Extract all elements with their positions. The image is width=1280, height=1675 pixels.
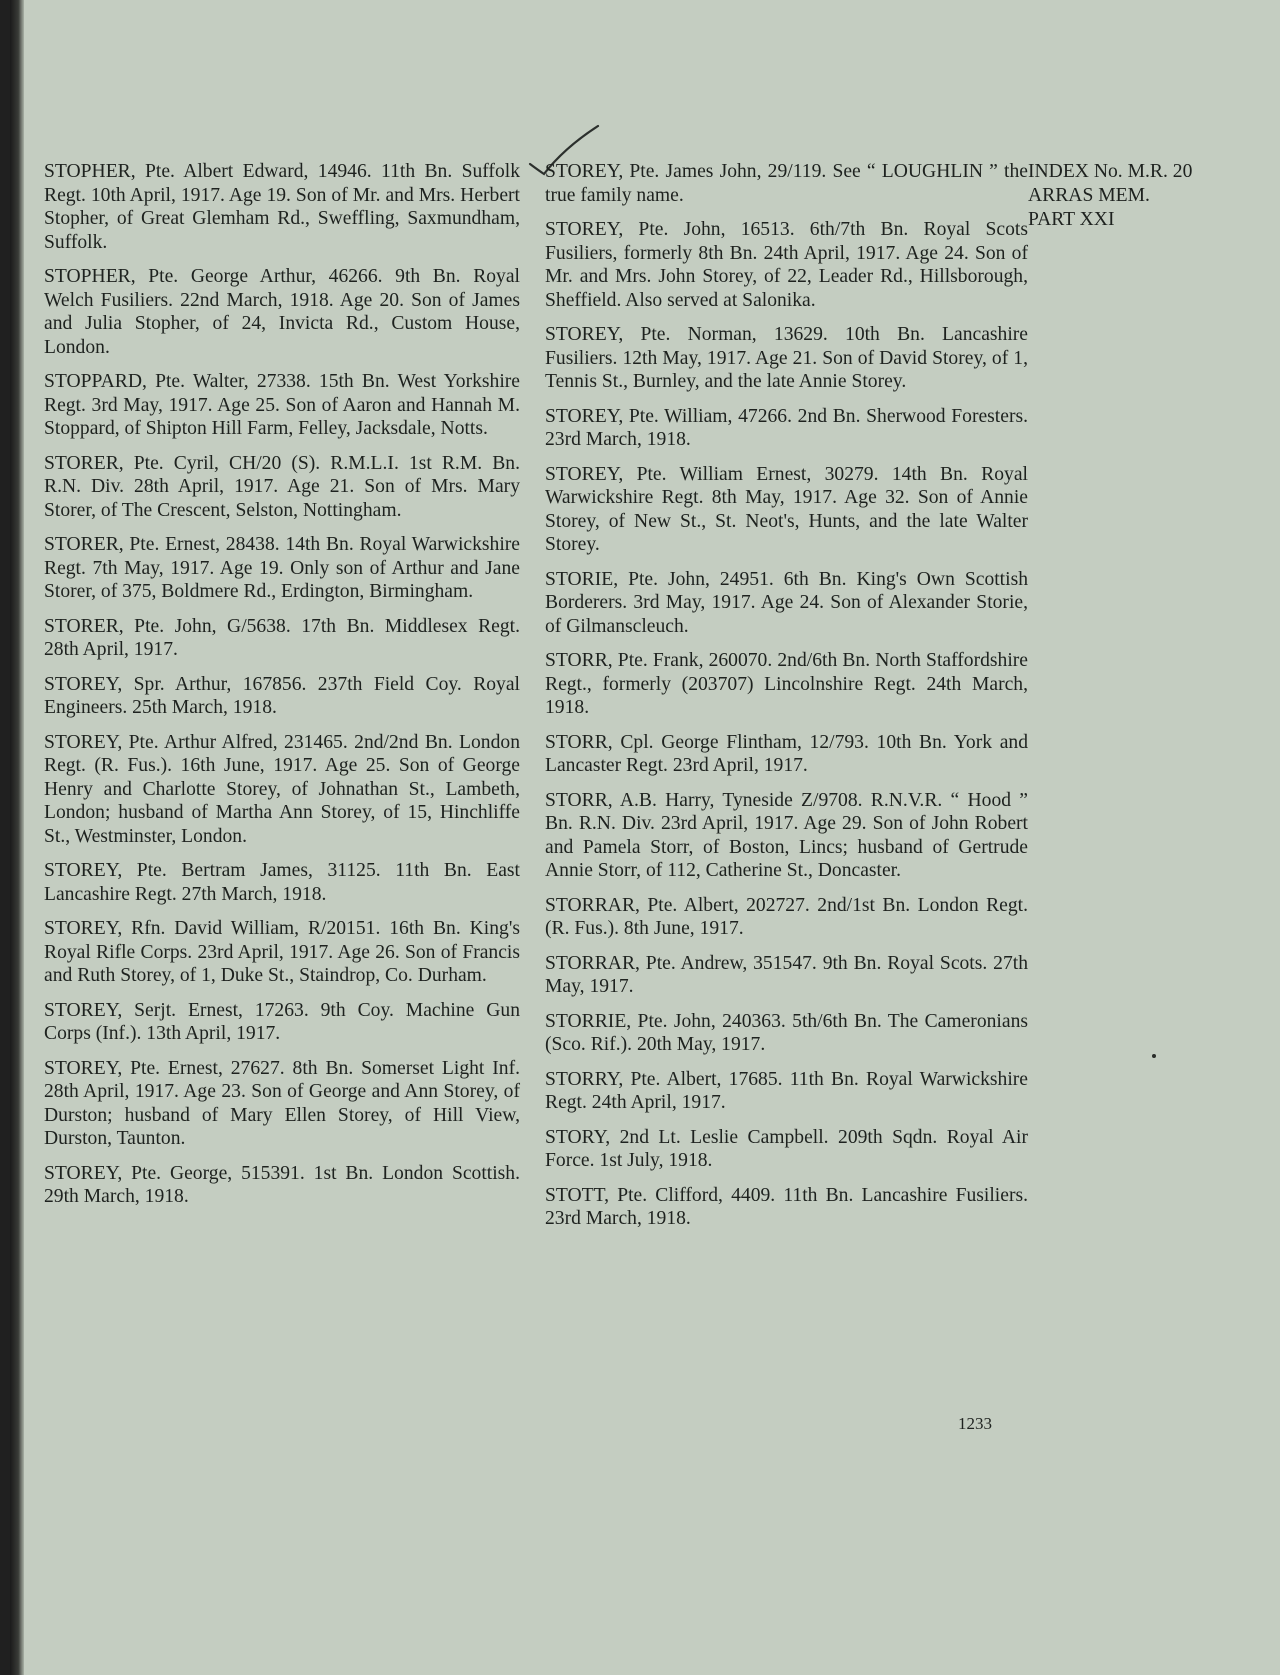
index-reference — [1028, 160, 1238, 232]
entry-storer-john: STORER, Pte. John, G/5638. 17th Bn. Middlesex Regt. 28th April, 1917. — [44, 615, 520, 660]
entry-storey-george: STOREY, Pte. George, 515391. 1st Bn. London Scottish. 29th March, 1918. — [44, 1162, 520, 1207]
entry-storey-ernest-pte: STOREY, Pte. Ernest, 27627. 8th Bn. Somerset Light Inf. 28th April, 1917. Age 23. Son of George and Ann Storey, of Durston; husband of Mary Ellen Storey, of Hill View, Durston, Taunton. — [44, 1057, 520, 1149]
entry-storey-william: STOREY, Pte. William, 47266. 2nd Bn. Sherwood Foresters. 23rd March, 1918. — [545, 405, 1028, 450]
entry-storey-william-ernest: STOREY, Pte. William Ernest, 30279. 14th Bn. Royal Warwickshire Regt. 8th May, 1917. Age 32. Son of Annie Storey, of New St., St. Neot's, Hunts, and the late Walter Storey. — [545, 463, 1028, 555]
page-number: 1233 — [958, 1414, 992, 1433]
stray-dot-mark — [1152, 1054, 1156, 1058]
register-page — [10, 0, 1280, 1675]
entry-storey-david: STOREY, Rfn. David William, R/20151. 16th Bn. King's Royal Rifle Corps. 23rd April, 1917. Age 26. Son of Francis and Ruth Storey, of 1, Duke St., Staindrop, Co. Durham. — [44, 918, 520, 986]
book-spine-shadow — [10, 0, 24, 1675]
entry-storr-george: STORR, Cpl. George Flintham, 12/793. 10th Bn. York and Lancaster Regt. 23rd April, 1917. — [545, 731, 1028, 776]
entry-storrar-andrew: STORRAR, Pte. Andrew, 351547. 9th Bn. Royal Scots. 27th May, 1917. — [545, 952, 1028, 997]
part-number: PART XXI — [1028, 209, 1115, 230]
left-column — [44, 160, 520, 1220]
entry-storey-bertram: STOREY, Pte. Bertram James, 31125. 11th Bn. East Lancashire Regt. 27th March, 1918. — [44, 860, 520, 905]
entry-stoppard-walter: STOPPARD, Pte. Walter, 27338. 15th Bn. West Yorkshire Regt. 3rd May, 1917. Age 25. Son of Aaron and Hannah M. Stoppard, of Shipton Hill Farm, Felley, Jacksdale, Notts. — [44, 371, 520, 439]
index-number: INDEX No. M.R. 20 — [1028, 161, 1193, 182]
entry-storie-john: STORIE, Pte. John, 24951. 6th Bn. King's Own Scottish Borderers. 3rd May, 1917. Age 24. Son of Alexander Storie, of Gilmanscleuch. — [545, 568, 1028, 637]
entry-storey-norman: STOREY, Pte. Norman, 13629. 10th Bn. Lancashire Fusiliers. 12th May, 1917. Age 21. Son of David Storey, of 1, Tennis St., Burnley, and the late Annie Storey. — [545, 324, 1028, 392]
entry-storrie-john: STORRIE, Pte. John, 240363. 5th/6th Bn. The Cameronians (Sco. Rif.). 20th May, 1917. — [545, 1010, 1028, 1055]
right-column — [545, 160, 1028, 1242]
entry-storey-arthur: STOREY, Spr. Arthur, 167856. 237th Field Coy. Royal Engineers. 25th March, 1918. — [44, 673, 520, 718]
entry-storey-james: STOREY, Pte. James John, 29/119. See “ LOUGHLIN ” the true family name. — [545, 161, 1028, 206]
entry-storer-ernest: STORER, Pte. Ernest, 28438. 14th Bn. Royal Warwickshire Regt. 7th May, 1917. Age 19. Only son of Arthur and Jane Storer, of 375, Boldmere Rd., Erdington, Birmingham. — [44, 534, 520, 602]
entry-storey-arthur-alfred: STOREY, Pte. Arthur Alfred, 231465. 2nd/2nd Bn. London Regt. (R. Fus.). 16th June, 1917. Age 25. Son of George Henry and Charlotte Storey, of Johnathan St., Lambeth, London; husband of Martha Ann Storey, of 15, Hinchliffe St., Westminster, London. — [44, 731, 520, 847]
entry-storrar-albert: STORRAR, Pte. Albert, 202727. 2nd/1st Bn. London Regt. (R. Fus.). 8th June, 1917. — [545, 894, 1028, 939]
entry-storr-harry: STORR, A.B. Harry, Tyneside Z/9708. R.N.V.R. “ Hood ” Bn. R.N. Div. 23rd April, 1917. Age 29. Son of John Robert and Pamela Storr, of Boston, Lincs; husband of Gertrude Annie Storr, of 112, Catherine St., Doncaster. — [545, 789, 1028, 881]
entry-storr-frank: STORR, Pte. Frank, 260070. 2nd/6th Bn. North Staffordshire Regt., formerly (203707) Lincolnshire Regt. 24th March, 1918. — [545, 650, 1028, 718]
entry-storey-ernest-serjt: STOREY, Serjt. Ernest, 17263. 9th Coy. Machine Gun Corps (Inf.). 13th April, 1917. — [44, 999, 520, 1044]
entry-storry-albert: STORRY, Pte. Albert, 17685. 11th Bn. Royal Warwickshire Regt. 24th April, 1917. — [545, 1068, 1028, 1113]
entry-story-leslie: STORY, 2nd Lt. Leslie Campbell. 209th Sqdn. Royal Air Force. 1st July, 1918. — [545, 1126, 1028, 1171]
memorial-name: ARRAS MEM. — [1028, 185, 1150, 206]
entry-stopher-albert: STOPHER, Pte. Albert Edward, 14946. 11th Bn. Suffolk Regt. 10th April, 1917. Age 19. Son of Mr. and Mrs. Herbert Stopher, of Great Glemham Rd., Sweffling, Saxmundham, Suffolk. — [44, 161, 520, 253]
entry-stott-clifford: STOTT, Pte. Clifford, 4409. 11th Bn. Lancashire Fusiliers. 23rd March, 1918. — [545, 1184, 1028, 1229]
entry-stopher-george: STOPHER, Pte. George Arthur, 46266. 9th Bn. Royal Welch Fusiliers. 22nd March, 1918. Age 20. Son of James and Julia Stopher, of 24, Invicta Rd., Custom House, London. — [44, 266, 520, 358]
entry-storer-cyril: STORER, Pte. Cyril, CH/20 (S). R.M.L.I. 1st R.M. Bn. R.N. Div. 28th April, 1917. Age 21. Son of Mrs. Mary Storer, of The Crescent, Selston, Nottingham. — [44, 452, 520, 521]
entry-storey-john: STOREY, Pte. John, 16513. 6th/7th Bn. Royal Scots Fusiliers, formerly 8th Bn. 24th April, 1917. Age 24. Son of Mr. and Mrs. John Storey, of 22, Leader Rd., Hillsborough, Sheffield. Also served at Salonika. — [545, 219, 1028, 311]
